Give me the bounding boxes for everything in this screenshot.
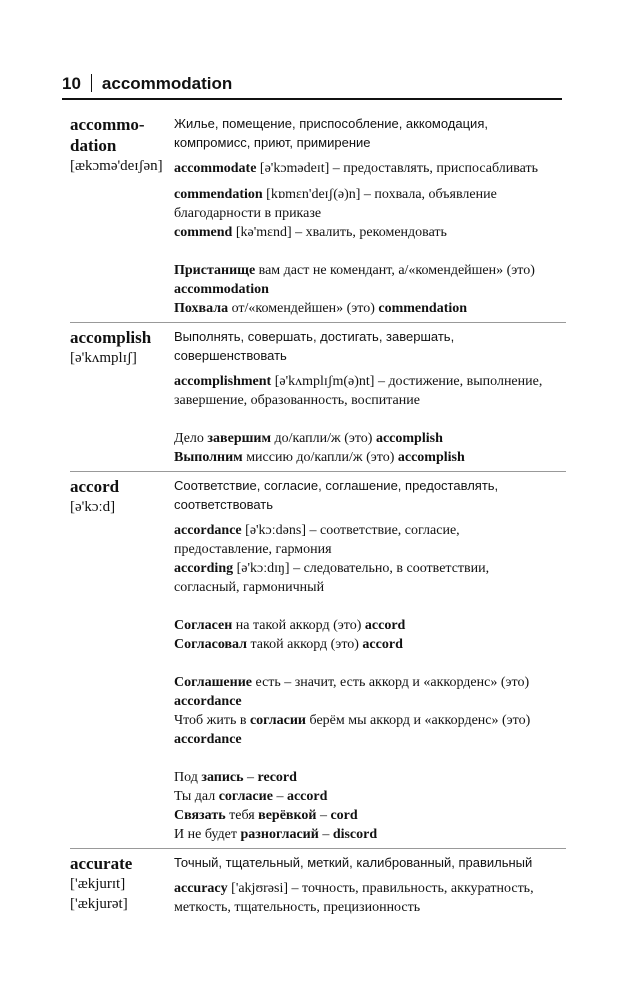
entry-accord bbox=[70, 476, 570, 844]
entry-divider bbox=[70, 848, 566, 849]
headword-block bbox=[70, 327, 174, 467]
transcription: [ækɔmə'deɪʃən] bbox=[70, 158, 163, 174]
transcription-2: ['ækjurət] bbox=[70, 896, 128, 912]
header-separator bbox=[91, 74, 92, 92]
rhyme-line: Ты дал согласие – accord bbox=[174, 789, 328, 804]
related-word: accommodate [ə'kɔmədeɪt] – предоставлять, приспосабливать bbox=[174, 161, 539, 176]
headword-part2: dation bbox=[70, 136, 117, 155]
related-word: commendation [kɒmɛn'deɪʃ(ə)n] – похвала, объявление благодарности в приказе bbox=[174, 187, 497, 221]
dictionary-entries bbox=[70, 114, 570, 917]
related-word: commend [kə'mɛnd] – хвалить, рекомендовать bbox=[174, 225, 447, 240]
related-word: according [ə'kɔːdɪŋ] – следовательно, в соответствии, согласный, гармоничный bbox=[174, 561, 490, 595]
page-number: 10 bbox=[62, 74, 81, 93]
entry-accomplish bbox=[70, 327, 570, 467]
entry-divider bbox=[70, 471, 566, 472]
related-word: accuracy ['akjʊrəsi] – точность, правильность, аккуратность, меткость, тщательность, прецизионность bbox=[174, 881, 534, 915]
mnemonic-line: Согласовал такой аккорд (это) accord bbox=[174, 637, 403, 652]
translation: Жилье, помещение, приспособление, аккомодация, компромисс, приют, примирение bbox=[174, 116, 488, 150]
entry-body bbox=[174, 114, 554, 318]
mnemonic-line: Чтоб жить в согласии берём мы аккорд и «аккорденс» (это) accordance bbox=[174, 713, 531, 747]
headword-block bbox=[70, 853, 174, 917]
mnemonic-line: Выполним миссию до/капли/ж (это) accomplish bbox=[174, 450, 465, 465]
headword-block bbox=[70, 114, 174, 318]
entry-body bbox=[174, 853, 554, 917]
mnemonic-line: Похвала от/«комендейшен» (это) commendation bbox=[174, 301, 468, 316]
translation: Соответствие, согласие, соглашение, предоставлять, соответствовать bbox=[174, 478, 499, 512]
transcription: [ə'kɔːd] bbox=[70, 499, 116, 515]
entry-body bbox=[174, 327, 554, 467]
headword: accomplish bbox=[70, 328, 152, 347]
rhyme-line: Связать тебя верёвкой – cord bbox=[174, 808, 358, 823]
rhyme-line: Под запись – record bbox=[174, 770, 297, 785]
translation: Выполнять, совершать, достигать, завершать, совершенствовать bbox=[174, 329, 455, 363]
entry-accurate bbox=[70, 853, 570, 917]
header-title: accommodation bbox=[101, 74, 233, 93]
headword-block bbox=[70, 476, 174, 844]
mnemonic-line: Пристанище вам даст не комендант, а/«комендейшен» (это) accommodation bbox=[174, 263, 535, 297]
entry-body bbox=[174, 476, 554, 844]
mnemonic-line: Согласен на такой аккорд (это) accord bbox=[174, 618, 406, 633]
related-word: accordance [ə'kɔːdəns] – соответствие, согласие, предоставление, гармония bbox=[174, 523, 460, 557]
rhyme-line: И не будет разногласий – discord bbox=[174, 827, 378, 842]
related-word: accomplishment [ə'kʌmplɪʃm(ə)nt] – достижение, выполнение, завершение, образованность, воспитание bbox=[174, 374, 543, 408]
entry-divider bbox=[70, 322, 566, 323]
transcription-1: ['ækjurɪt] bbox=[70, 876, 126, 892]
header-rule bbox=[62, 98, 562, 100]
mnemonic-line: Соглашение есть – значит, есть аккорд и «аккорденс» (это) accordance bbox=[174, 675, 530, 709]
mnemonic-line: Дело завершим до/капли/ж (это) accomplish bbox=[174, 431, 443, 446]
transcription: [ə'kʌmplɪʃ] bbox=[70, 350, 137, 366]
entry-accommodation bbox=[70, 114, 570, 318]
headword-part1: accommo- bbox=[70, 115, 145, 134]
translation: Точный, тщательный, меткий, калиброванный, правильный bbox=[174, 855, 533, 870]
running-header bbox=[62, 74, 560, 94]
headword: accord bbox=[70, 477, 120, 496]
headword: accurate bbox=[70, 854, 133, 873]
